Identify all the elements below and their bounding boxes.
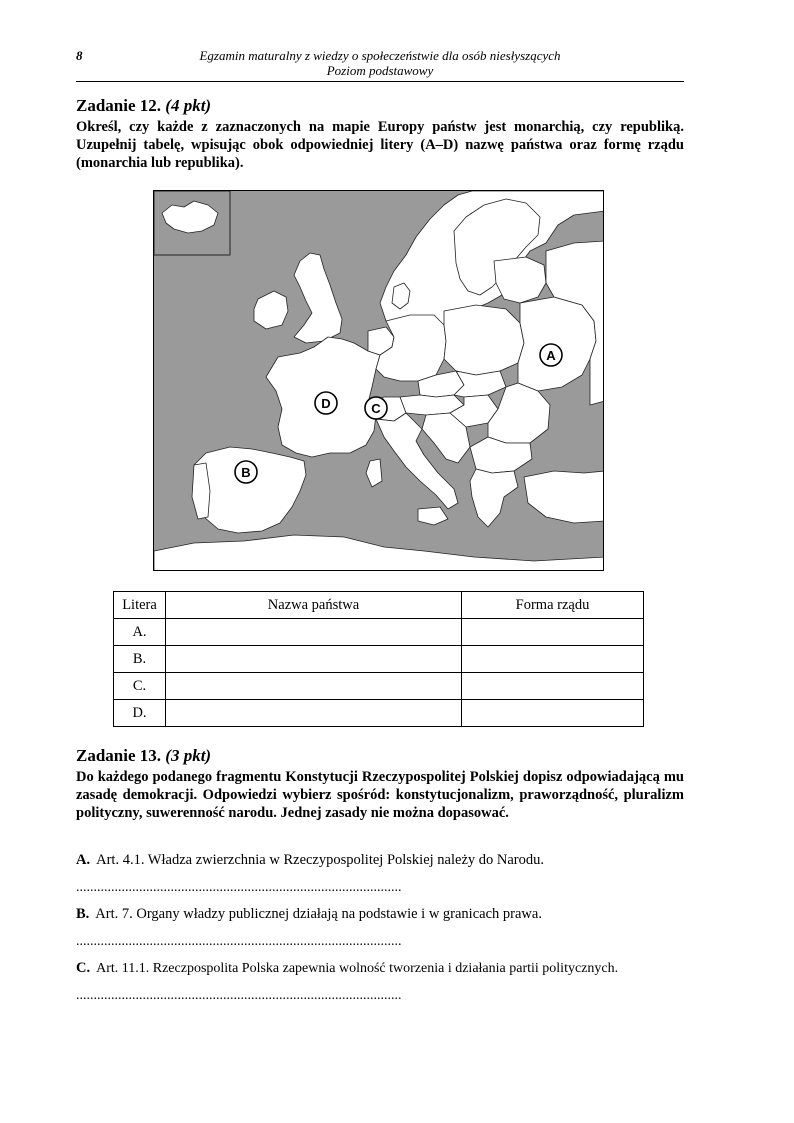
answer-line-b[interactable]: ............................................................................................. [76, 934, 402, 949]
constitution-item-a [76, 852, 684, 869]
table-header-row [114, 592, 644, 619]
baltics [494, 257, 546, 303]
answer-line-a[interactable]: ............................................................................................. [76, 880, 402, 895]
romania [488, 383, 550, 443]
greece [470, 469, 518, 527]
header-title [76, 48, 684, 78]
row-letter: D. [114, 700, 166, 727]
row-letter: C. [114, 673, 166, 700]
task13-points: (3 pkt) [165, 746, 212, 765]
item-label: B. [76, 906, 90, 922]
answer-line-c[interactable]: ............................................................................................. [76, 988, 402, 1003]
country-name-cell[interactable] [166, 619, 462, 646]
government-form-cell[interactable] [462, 673, 644, 700]
ireland [254, 291, 288, 329]
government-form-cell[interactable] [462, 646, 644, 673]
eastern-country [518, 297, 596, 391]
sicily [418, 507, 448, 525]
europe-map [153, 190, 604, 571]
table-row [114, 619, 644, 646]
country-name-cell[interactable] [166, 646, 462, 673]
item-label: A. [76, 852, 91, 868]
great-britain [294, 253, 342, 343]
item-text: Art. 7. Organy władzy publicznej działają na podstawie i w granicach prawa. [95, 906, 542, 922]
iberia [194, 447, 306, 533]
country-name-cell[interactable] [166, 673, 462, 700]
table-row [114, 646, 644, 673]
task12-instruction: Określ, czy każde z zaznaczonych na mapie Europy państw jest monarchią, czy republiką. Uzupełnij tabelę, wpisując obok odpowiedniej litery (A–D) nazwę państwa oraz formę rządu (monarchia lub republika). [76, 119, 684, 171]
header-line-1: Egzamin maturalny z wiedzy o społeczeństwie dla osób niesłyszących [199, 48, 561, 63]
map-label-c: C [371, 401, 381, 416]
government-form-cell[interactable] [462, 619, 644, 646]
country-name-cell[interactable] [166, 700, 462, 727]
portugal [192, 463, 210, 519]
europe-map-svg [154, 191, 604, 571]
item-text: Art. 4.1. Władza zwierzchnia w Rzeczypospolitej Polskiej należy do Narodu. [96, 852, 544, 868]
item-text: Art. 11.1. Rzeczpospolita Polska zapewnia wolność tworzenia i działania partii politycznych. [96, 961, 619, 976]
row-letter: A. [114, 619, 166, 646]
page-number: 8 [76, 48, 83, 63]
task13-title-text: Zadanie 13. [76, 746, 162, 765]
item-label: C. [76, 960, 91, 976]
sardinia [366, 459, 382, 487]
header-line-2: Poziom podstawowy [326, 63, 434, 78]
poland [444, 305, 524, 375]
government-form-cell[interactable] [462, 700, 644, 727]
constitution-item-c [76, 960, 684, 977]
constitution-item-b [76, 906, 684, 923]
north-africa [154, 535, 604, 571]
map-label-a: A [546, 348, 556, 363]
task13-instruction: Do każdego podanego fragmentu Konstytucji Rzeczypospolitej Polskiej dopisz odpowiadającą mu zasadę demokracji. Odpowiedzi wybierz spośród: konstytucjonalizm, praworządność, pluralizm polityczny, suwerenność narodu. Jednej zasady nie można dopasować. [76, 769, 684, 821]
map-label-d: D [321, 396, 331, 411]
row-letter: B. [114, 646, 166, 673]
answer-table [113, 591, 644, 727]
map-label-b: B [241, 465, 251, 480]
page-header [76, 46, 684, 82]
task12-points: (4 pkt) [165, 96, 212, 115]
task12-title [76, 96, 211, 116]
table-header: Litera [114, 592, 166, 619]
table-header: Forma rządu [462, 592, 644, 619]
table-row [114, 700, 644, 727]
task13-title [76, 746, 211, 766]
turkey [524, 471, 604, 523]
task12-title-text: Zadanie 12. [76, 96, 162, 115]
table-row [114, 673, 644, 700]
table-header: Nazwa państwa [166, 592, 462, 619]
